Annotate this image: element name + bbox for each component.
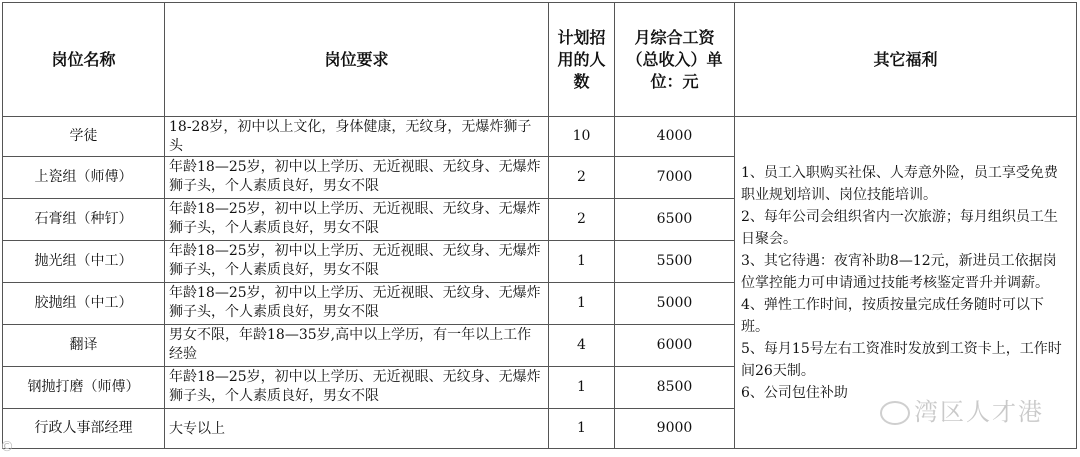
requirements-cell: 男女不限，年龄18—35岁,高中以上学历，有一年以上工作经验 (165, 325, 549, 367)
benefit-item: 1、员工入职购买社保、人寿意外险，员工享受免费职业规划培训、岗位技能培训。 (741, 164, 1058, 203)
requirements-cell: 年龄18—25岁，初中以上学历、无近视眼、无纹身、无爆炸狮子头，个人素质良好，男女不限 (165, 367, 549, 409)
header-requirements: 岗位要求 (165, 3, 549, 117)
position-cell: 钢抛打磨（师傅） (3, 367, 165, 409)
requirements-cell: 年龄18—25岁，初中以上学历、无近视眼、无纹身、无爆炸狮子头，个人素质良好，男女不限 (165, 241, 549, 283)
position-cell: 石膏组（种钉） (3, 199, 165, 241)
position-cell: 上瓷组（师傅） (3, 157, 165, 199)
benefit-item: 6、公司包住补助 (741, 384, 848, 401)
benefit-item: 3、其它待遇：夜宵补助8—12元，新进员工依据岗位掌控能力可申请通过技能考核鉴定晋升并调薪。 (741, 252, 1057, 291)
salary-cell: 6000 (615, 325, 735, 367)
salary-cell: 8500 (615, 367, 735, 409)
benefit-item: 4、弹性工作时间，按质按量完成任务随时可以下班。 (741, 296, 1044, 335)
header-headcount: 计划招用的人数 (549, 3, 615, 117)
salary-cell: 5000 (615, 283, 735, 325)
header-row (3, 3, 1077, 117)
watermark-text: 湾区人才港 (914, 398, 1044, 426)
headcount-cell: 10 (549, 117, 615, 157)
salary-cell: 4000 (615, 117, 735, 157)
position-cell: 翻译 (3, 325, 165, 367)
benefit-item: 5、每月15号左右工资准时发放到工资卡上，工作时间26天制。 (741, 340, 1062, 379)
headcount-cell: 1 (549, 241, 615, 283)
position-cell: 胶抛组（中工） (3, 283, 165, 325)
position-cell: 学徒 (3, 117, 165, 157)
headcount-cell: 1 (549, 409, 615, 449)
recruitment-table (2, 2, 1077, 449)
salary-cell: 5500 (615, 241, 735, 283)
headcount-cell: 4 (549, 325, 615, 367)
salary-cell: 9000 (615, 409, 735, 449)
headcount-cell: 2 (549, 199, 615, 241)
salary-cell: 6500 (615, 199, 735, 241)
requirements-cell: 大专以上 (165, 409, 549, 449)
benefit-item: 2、每年公司会组织省内一次旅游；每月组织员工生日聚会。 (741, 208, 1058, 247)
table-row (3, 117, 1077, 157)
header-benefits: 其它福利 (735, 3, 1077, 117)
requirements-cell: 18-28岁，初中以上文化，身体健康，无纹身，无爆炸狮子头 (165, 117, 549, 157)
header-position: 岗位名称 (3, 3, 165, 117)
position-cell: 行政人事部经理 (3, 409, 165, 449)
salary-cell: 7000 (615, 157, 735, 199)
requirements-cell: 年龄18—25岁，初中以上学历、无近视眼、无纹身、无爆炸狮子头，个人素质良好，男女不限 (165, 283, 549, 325)
headcount-cell: 1 (549, 367, 615, 409)
headcount-cell: 1 (549, 283, 615, 325)
requirements-cell: 年龄18—25岁，初中以上学历、无近视眼、无纹身、无爆炸狮子头，个人素质良好，男女不限 (165, 157, 549, 199)
watermark-left: © (0, 439, 14, 455)
position-cell: 抛光组（中工） (3, 241, 165, 283)
requirements-cell: 年龄18—25岁，初中以上学历、无近视眼、无纹身、无爆炸狮子头，个人素质良好，男女不限 (165, 199, 549, 241)
wechat-icon (880, 401, 910, 425)
watermark (880, 392, 1044, 427)
headcount-cell: 2 (549, 157, 615, 199)
header-salary: 月综合工资（总收入）单位：元 (615, 3, 735, 117)
